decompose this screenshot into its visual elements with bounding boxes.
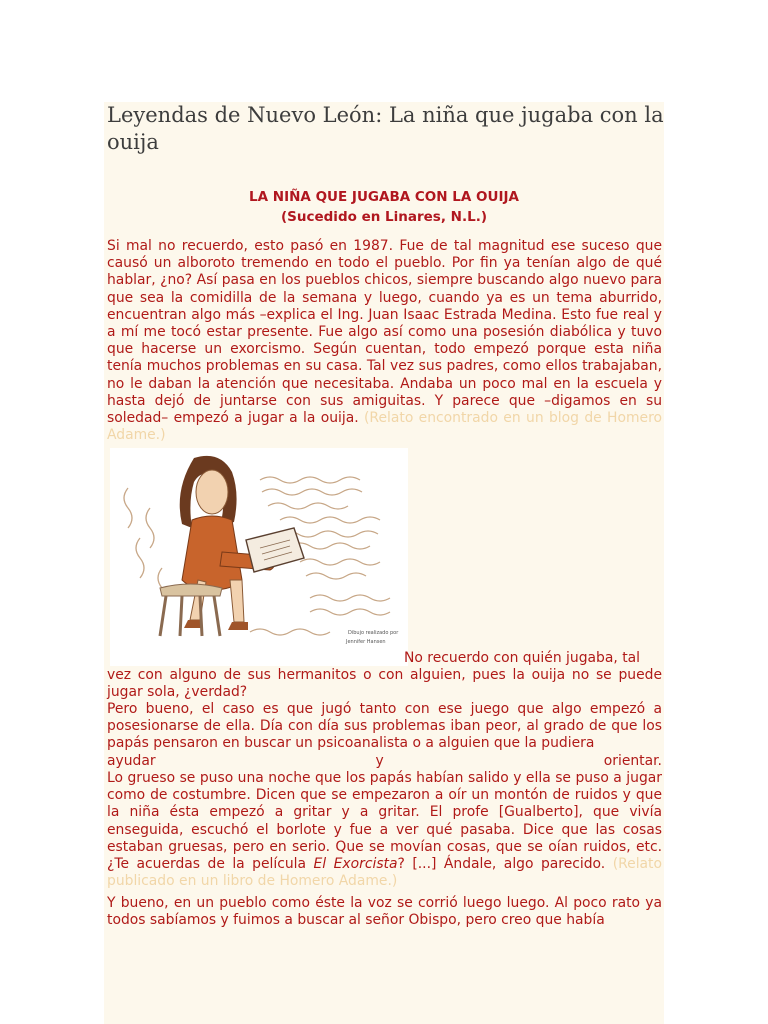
word-y: y	[375, 753, 384, 769]
paragraph-3-text: Pero bueno, el caso es que jugó tanto con ese juego que algo empezó a posesionarse de ella. Día con día sus problemas iban peor, al grado de que los papás pensaron en buscar un psicoanalista o a alguien que la pudiera	[107, 701, 662, 752]
paragraph-5: Y bueno, en un pueblo como éste la voz se corrió luego luego. Al poco rato ya todos sabíamos y fuimos a buscar al señor Obispo, pero creo que había	[107, 895, 662, 929]
paragraph-1-text: Si mal no recuerdo, esto pasó en 1987. Fue de tal magnitud ese suceso que causó un alboroto tremendo en todo el pueblo. Por fin ya tenían algo de qué hablar, ¿no? Así pasa en los pueblos chicos, siempre buscando algo nuevo para que sea la comidilla de la semana y luego, cuando ya es un tema aburrido, encuentran algo más –explica el Ing. Juan Isaac Estrada Medina. Esto fue real y a mí me tocó estar presente. Fue algo así como una posesión diabólica y tuvo que hacerse un exorcismo. Según cuentan, todo empezó porque esta niña tenía muchos problemas en su casa. Tal vez sus padres, como ellos trabajaban, no le daban la atención que necesitaba. Andaba un poco mal en la escuela y hasta dejó de juntarse con sus amiguitas. Y parece que –digamos en su soledad– empezó a jugar a la ouija.	[107, 238, 662, 427]
paragraph-2: vez con alguno de sus hermanitos o con alguien, pues la ouija no se puede jugar sola, ¿verdad?	[107, 667, 662, 701]
film-title: El Exorcista	[313, 856, 398, 873]
girl-ouija-illustration	[110, 448, 408, 666]
illustration-credit-line1: Dibujo realizado por	[348, 630, 399, 636]
story-title: LA NIÑA QUE JUGABA CON LA OUIJA	[249, 189, 519, 205]
illustration-credit-line2: Jennifer Hansen	[346, 639, 386, 645]
paragraph-4-text-a: Lo grueso se puso una noche que los papás habían salido y ella se puso a jugar como de costumbre. Dicen que se empezaron a oír un montón de ruidos y que la niña ésta empezó a gritar y a gritar. El profe [Gualberto], que vivía enseguida, escuchó el borlote y fue a ver qué pasaba. Dice que las cosas estaban gruesas, pero en serio. Que se movían cosas, que se oían ruidos, etc. ¿Te acuerdas de la película	[107, 770, 662, 873]
source-note-book: (Relato publicado en un libro de Homero Adame.)	[107, 856, 663, 890]
source-note-blog: (Relato encontrado en un blog de Homero Adame.)	[107, 410, 662, 444]
word-ayudar: ayudar	[107, 753, 156, 769]
paragraph-3-last-line	[107, 753, 662, 770]
word-orientar: orientar.	[603, 753, 662, 769]
story-heading	[104, 187, 664, 227]
story-subtitle: (Sucedido en Linares, N.L.)	[280, 209, 487, 225]
paragraph-4-text-b: ? [...] Ándale, algo parecido.	[397, 856, 606, 873]
paragraph-1	[107, 238, 662, 444]
image-side-text: No recuerdo con quién jugaba, tal	[404, 650, 641, 666]
paragraph-4	[107, 770, 662, 890]
page-title: Leyendas de Nuevo León: La niña que jugaba con la ouija	[107, 103, 664, 154]
paragraph-3	[107, 701, 662, 753]
girl-figure	[160, 456, 304, 636]
